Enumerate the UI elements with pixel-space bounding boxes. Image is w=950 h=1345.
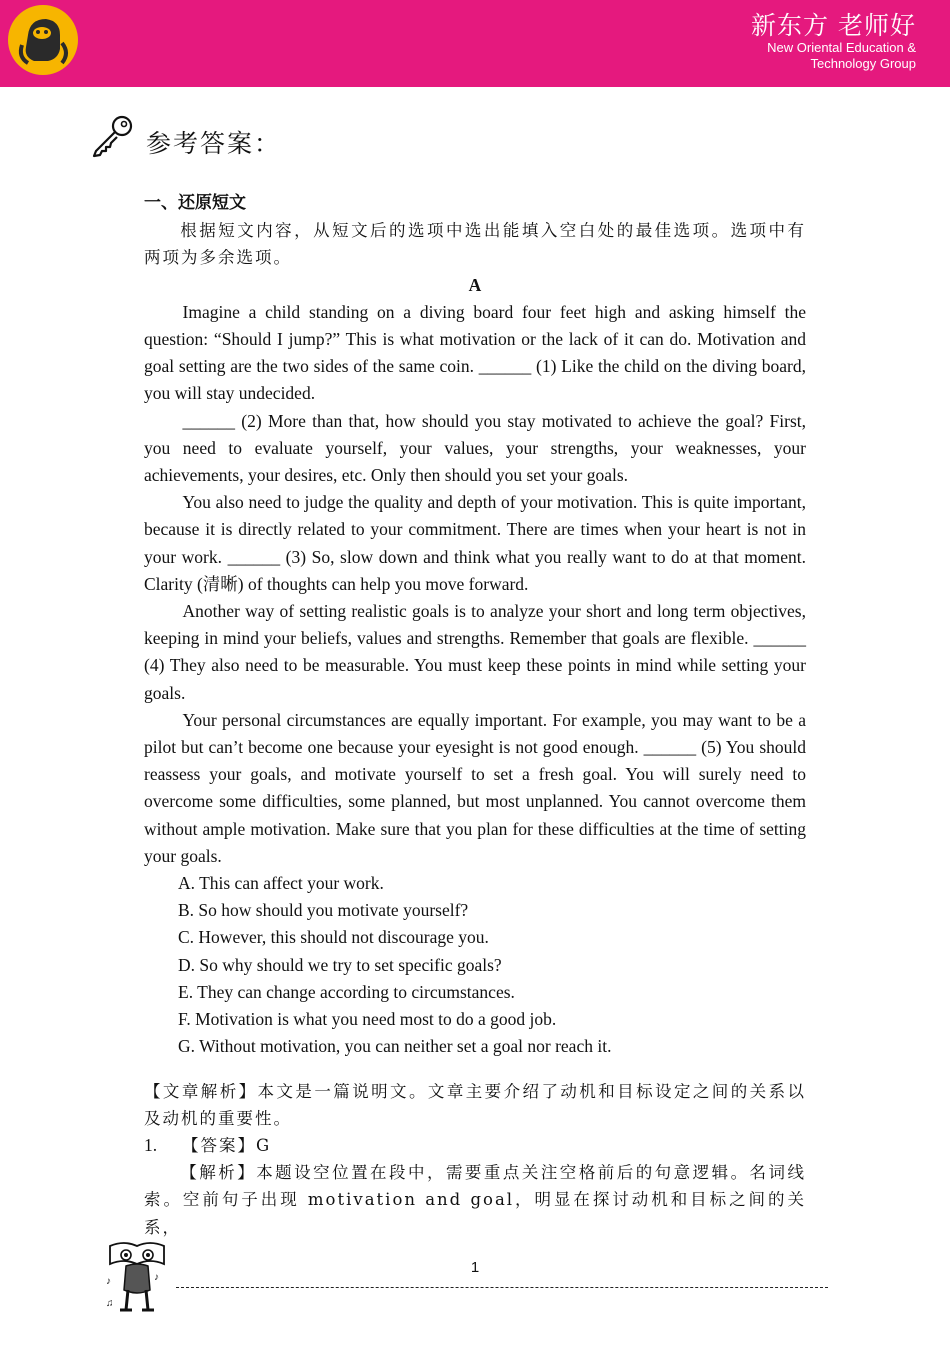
- brand-english-line2: Technology Group: [810, 56, 916, 71]
- key-icon: [90, 114, 136, 158]
- option-a: A. This can affect your work.: [178, 873, 384, 894]
- brand-english-name: [767, 40, 916, 72]
- passage-label: A: [468, 274, 482, 295]
- brand-english-line1: New Oriental Education &: [767, 40, 916, 55]
- section-heading: 一、还原短文: [144, 193, 246, 213]
- page-number: 1: [470, 1259, 480, 1276]
- svg-text:♫: ♫: [106, 1298, 114, 1309]
- svg-text:♪: ♪: [154, 1272, 159, 1283]
- page-title: 参考答案：: [146, 129, 282, 158]
- instruction-text: 根据短文内容，从短文后的选项中选出能填入空白处的最佳选项。选项中有两项为多余选项。: [144, 221, 806, 268]
- svg-text:♪: ♪: [106, 1276, 111, 1287]
- owl-mascot-icon: [104, 1240, 170, 1320]
- document-body: [144, 190, 806, 1241]
- passage-paragraph-4: Another way of setting realistic goals is to analyze your short and long term objectives, keeping in mind your beliefs, values and strengths. Remember that goals are flexible. ______ (4) They also need to be measurable. You must keep these points in mind while setting your goals.: [144, 601, 806, 703]
- passage-paragraph-5: Your personal circumstances are equally important. For example, you may want to be a pilot but can’t become one because your eyesight is not good enough. ______ (5) You should reassess your goals, and motivate yourself to set a fresh goal. You will surely need to overcome some difficulties, some planned, but most unplanned. You cannot overcome them without ample motivation. Make sure that you plan for these difficulties at the time of setting your goals.: [144, 709, 806, 866]
- option-b: B. So how should you motivate yourself?: [178, 900, 469, 921]
- article-analysis: 【文章解析】本文是一篇说明文。文章主要介绍了动机和目标设定之间的关系以及动机的重要性。: [144, 1081, 806, 1128]
- footer-divider: [176, 1287, 828, 1288]
- option-g: G. Without motivation, you can neither set a goal nor reach it.: [178, 1036, 612, 1057]
- page-header: [0, 0, 950, 87]
- brand-chinese-name: 新东方 老师好: [751, 11, 916, 40]
- option-c: C. However, this should not discourage you.: [178, 927, 489, 948]
- answer-explanation: 【解析】本题设空位置在段中，需要重点关注空格前后的句意逻辑。名词线索。空前句子出现 motivation and goal，明显在探讨动机和目标之间的关系，: [144, 1163, 806, 1237]
- passage-paragraph-2: ______ (2) More than that, how should you stay motivated to achieve the goal? First, you need to evaluate yourself, your values, your strengths, your weaknesses, your achievements, your desires, etc. Only then should you set your goals.: [144, 410, 806, 486]
- new-oriental-logo: [8, 5, 78, 75]
- passage-paragraph-3: You also need to judge the quality and depth of your motivation. This is quite important, because it is directly related to your commitment. There are times when your heart is not in your work. ______ (3) So, slow down and think what you really want to do at that moment. Clarity (清晰) of thoughts can help you move forward.: [144, 492, 806, 594]
- option-d: D. So why should we try to set specific goals?: [178, 954, 502, 975]
- passage-paragraph-1: Imagine a child standing on a diving board four feet high and asking himself the question: “Should I jump?” This is what motivation or the lack of it can do. Motivation and goal setting are the two sides of the same coin. ______ (1) Like the child on the diving board, you will stay undecided.: [144, 301, 806, 404]
- answer-value: 【答案】G: [182, 1135, 272, 1155]
- answer-line-1: [144, 1132, 806, 1159]
- question-number: 1.: [144, 1134, 158, 1155]
- option-e: E. They can change according to circumstances.: [178, 981, 515, 1002]
- option-f: F. Motivation is what you need most to do a good job.: [178, 1009, 557, 1030]
